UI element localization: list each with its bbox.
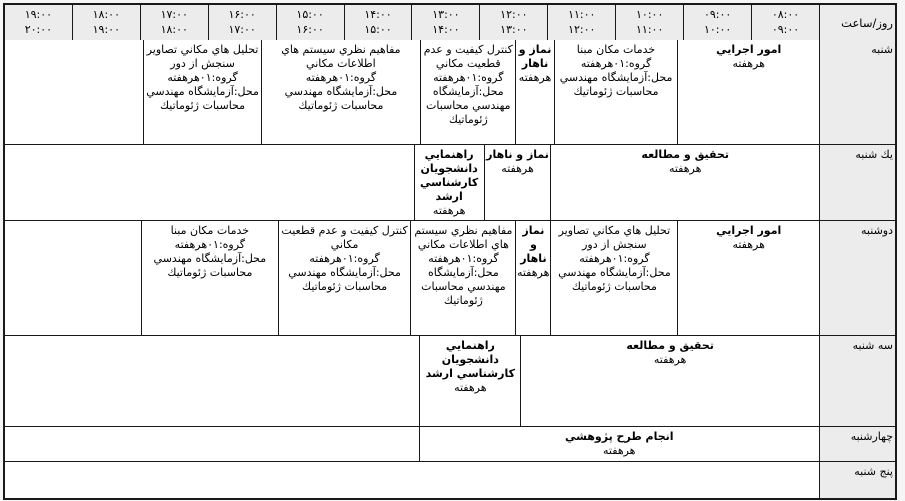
time-label: ۱۹:۰۰	[24, 8, 53, 21]
day-header-tuesday: سه شنبه	[819, 336, 895, 426]
time-label: ۱۵:۰۰	[364, 23, 392, 36]
cell-everyweek-line: هرهفته	[516, 265, 550, 279]
time-label: ۲۰:۰۰	[24, 23, 53, 36]
time-header-col-9	[140, 5, 208, 40]
cell-title: انجام طرح پژوهشي	[564, 429, 674, 443]
activity-cell	[419, 336, 520, 426]
cell-location-line: محل:آزمايشگاه مهندسي محاسبات ژئوماتيك	[559, 70, 673, 98]
slots-wednesday	[5, 427, 819, 461]
slots-saturday	[5, 40, 819, 144]
time-label: ۱۶:۰۰	[228, 8, 256, 21]
empty-slot-cell	[5, 145, 414, 220]
time-label: ۱۶:۰۰	[296, 23, 324, 36]
day-header-saturday: شنبه	[819, 40, 895, 144]
cell-everyweek-line: هرهفته	[432, 203, 466, 217]
cell-group-line: گروه:۰۱هرهفته	[309, 251, 380, 265]
time-header-col-10	[72, 5, 140, 40]
cell-title: مفاهيم نظري سيستم هاي اطلاعات مكاني	[414, 223, 513, 251]
day-header-wednesday: چهارشنبه	[819, 427, 895, 461]
course-cell	[261, 40, 421, 144]
day-header-monday: دوشنبه	[819, 221, 895, 335]
cell-everyweek-line: هرهفته	[732, 56, 765, 70]
cell-title: نماز و ناهار	[486, 148, 549, 161]
course-cell	[550, 221, 677, 335]
cell-location-line: محل:آزمايشگاه مهندسي محاسبات ژئوماتيك	[284, 84, 398, 112]
cell-group-line: گروه:۰۱هرهفته	[305, 70, 377, 84]
time-header-col-11	[5, 5, 72, 40]
schedule-row-wednesday	[5, 426, 895, 461]
time-label: ۱۰:۰۰	[636, 8, 664, 21]
time-label: ۱۱:۰۰	[568, 8, 596, 21]
schedule-header-row	[5, 5, 895, 40]
cell-everyweek-line: هرهفته	[653, 352, 687, 366]
activity-cell	[414, 145, 484, 220]
activity-cell	[515, 40, 553, 144]
course-cell	[554, 40, 678, 144]
time-header-col-0	[751, 5, 819, 40]
activity-cell	[520, 336, 819, 426]
empty-slot-cell	[5, 427, 419, 461]
cell-location-line: محل:آزمايشگاه مهندسي محاسبات ژئوماتيك	[426, 84, 511, 126]
cell-title: خدمات مكان مبنا	[170, 223, 250, 237]
cell-title: تحقيق و مطالعه	[641, 148, 729, 161]
cell-location-line: محل:آزمايشگاه مهندسي محاسبات ژئوماتيك	[288, 265, 401, 293]
course-cell	[410, 221, 515, 335]
course-cell	[141, 221, 278, 335]
cell-title: خدمات مكان مبنا	[576, 43, 656, 56]
day-header-thursday: پنج شنبه	[819, 462, 895, 498]
empty-slot-cell	[5, 40, 143, 144]
cell-location-line: محل:آزمايشگاه مهندسي محاسبات ژئوماتيك	[153, 251, 267, 279]
corner-day-hour-header: روز/ساعت	[819, 5, 895, 40]
time-label: ۱۸:۰۰	[160, 23, 188, 36]
cell-title: تحليل هاي مكاني تصاوير سنجش از دور	[558, 223, 671, 251]
cell-everyweek-line: هرهفته	[603, 443, 636, 457]
time-header-col-5	[411, 5, 479, 40]
time-label: ۱۱:۰۰	[636, 23, 664, 36]
activity-cell	[515, 221, 550, 335]
time-label: ۱۳:۰۰	[432, 8, 460, 21]
time-label: ۰۹:۰۰	[771, 23, 800, 36]
slots-thursday	[5, 462, 819, 498]
cell-location-line: محل:آزمايشگاه مهندسي محاسبات ژئوماتيك	[421, 265, 506, 307]
time-header-col-3	[547, 5, 615, 40]
course-cell	[278, 221, 411, 335]
time-header-col-2	[615, 5, 683, 40]
schedule-row-saturday	[5, 40, 895, 144]
cell-everyweek-line: هرهفته	[518, 70, 552, 84]
cell-everyweek-line: هرهفته	[668, 161, 702, 175]
cell-title: تحقيق و مطالعه	[626, 338, 714, 352]
cell-title: مفاهيم نظري سيستم هاي اطلاعات مكاني	[281, 43, 401, 70]
time-header-col-1	[683, 5, 751, 40]
cell-title: امور اجرايي	[716, 223, 782, 237]
cell-group-line: گروه:۰۱هرهفته	[579, 251, 650, 265]
time-label: ۱۹:۰۰	[92, 23, 120, 36]
empty-slot-cell	[5, 336, 419, 426]
time-header-col-4	[479, 5, 547, 40]
time-label: ۱۵:۰۰	[296, 8, 324, 21]
empty-slot-cell	[5, 462, 819, 498]
time-label: ۱۲:۰۰	[500, 8, 528, 21]
day-header-sunday: يك شنبه	[819, 145, 895, 220]
time-header-slots	[5, 5, 819, 40]
slots-sunday	[5, 145, 819, 220]
schedule-row-monday	[5, 220, 895, 335]
time-label: ۰۸:۰۰	[771, 8, 800, 21]
course-cell	[143, 40, 260, 144]
cell-group-line: گروه:۰۱هرهفته	[167, 70, 238, 84]
slots-monday	[5, 221, 819, 335]
cell-everyweek-line: هرهفته	[454, 380, 487, 394]
cell-everyweek-line: هرهفته	[732, 237, 765, 251]
cell-location-line: محل:آزمايشگاه مهندسي محاسبات ژئوماتيك	[146, 84, 259, 112]
time-label: ۱۰:۰۰	[703, 23, 732, 36]
cell-group-line: گروه:۰۱هرهفته	[580, 56, 652, 70]
activity-cell	[550, 145, 819, 220]
cell-title: نماز و ناهار	[520, 223, 547, 265]
time-label: ۱۸:۰۰	[92, 8, 120, 21]
time-label: ۱۷:۰۰	[160, 8, 188, 21]
time-header-col-8	[208, 5, 276, 40]
schedule-row-thursday	[5, 461, 895, 498]
time-header-col-7	[276, 5, 344, 40]
schedule-row-sunday	[5, 144, 895, 220]
empty-slot-cell	[5, 221, 141, 335]
cell-title: نماز و ناهار	[518, 43, 552, 70]
cell-title: كنترل كيفيت و عدم قطعيت مكاني	[423, 43, 513, 70]
activity-cell	[677, 221, 819, 335]
cell-title: امور اجرايي	[716, 43, 782, 56]
time-label: ۱۴:۰۰	[364, 8, 392, 21]
cell-everyweek-line: هرهفته	[501, 161, 534, 175]
cell-group-line: گروه:۰۱هرهفته	[174, 237, 246, 251]
time-header-col-6	[344, 5, 412, 40]
schedule-row-tuesday	[5, 335, 895, 426]
time-label: ۱۴:۰۰	[432, 23, 460, 36]
cell-title: تحليل هاي مكاني تصاوير سنجش از دور	[146, 43, 259, 70]
cell-group-line: گروه:۰۱هرهفته	[428, 251, 499, 265]
time-label: ۱۷:۰۰	[228, 23, 256, 36]
slots-tuesday	[5, 336, 819, 426]
cell-group-line: گروه:۰۱هرهفته	[433, 70, 504, 84]
time-label: ۰۹:۰۰	[703, 8, 732, 21]
cell-title: راهنمايي دانشجويان كارشناسي ارشد	[425, 338, 515, 380]
activity-cell	[677, 40, 819, 144]
time-label: ۱۲:۰۰	[568, 23, 596, 36]
day-rows-container	[5, 40, 895, 498]
cell-location-line: محل:آزمايشگاه مهندسي محاسبات ژئوماتيك	[558, 265, 671, 293]
activity-cell	[484, 145, 551, 220]
weekly-schedule-table	[3, 3, 897, 500]
cell-title: كنترل كيفيت و عدم قطعيت مكاني	[281, 223, 408, 251]
course-cell	[420, 40, 515, 144]
activity-cell	[419, 427, 819, 461]
cell-title: راهنمايي دانشجويان كارشناسي ارشد	[420, 148, 479, 203]
time-label: ۱۳:۰۰	[500, 23, 528, 36]
